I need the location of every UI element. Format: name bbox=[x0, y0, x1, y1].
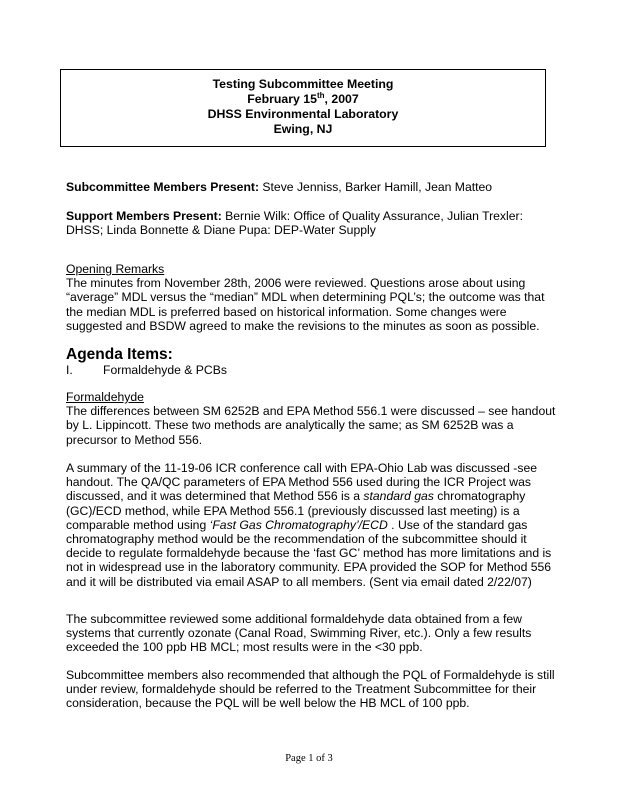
formaldehyde-heading: Formaldehyde bbox=[66, 390, 144, 404]
support-members-names: Bernie Wilk: Office of Quality Assurance, Julian Trexler: DHSS; Linda Bonnette & Diane Pupa: DEP-Water Supply bbox=[66, 209, 523, 238]
meeting-date: February 15th, 2007 bbox=[247, 90, 359, 106]
meeting-title: Testing Subcommittee Meeting bbox=[212, 77, 394, 91]
formaldehyde-paragraph-3: The subcommittee reviewed some additional formaldehyde data obtained from a few systems that currently ozonate (Canal Road, Swimming River, etc.). Only a few results exceeded the 100 ppb HB MCL; most results were in the <30 ppb. bbox=[66, 612, 532, 655]
opening-remarks bbox=[66, 262, 556, 333]
meeting-location: DHSS Environmental Laboratory bbox=[207, 107, 399, 121]
meeting-title-box bbox=[60, 69, 546, 147]
formaldehyde-paragraph-1: The differences between SM 6252B and EPA Method 556.1 were discussed – see handout by L. Lippincott. These two methods are analytically the same; as SM 6252B was a precursor to Method 556. bbox=[66, 404, 556, 447]
formaldehyde-paragraph-4: Subcommittee members also recommended that although the PQL of Formaldehyde is still under review, formaldehyde should be referred to the Treatment Subcommittee for their consideration, because the PQL will be well below the HB MCL of 100 ppb. bbox=[66, 668, 555, 711]
agenda-item-label: Formaldehyde & PCBs bbox=[103, 363, 227, 377]
formaldehyde-paragraph-2: A summary of the 11-19-06 ICR conference call with EPA-Ohio Lab was discussed -see handout. The QA/QC parameters of EPA Method 556 used during the ICR Project was discussed, and it was determined that Method 556 is a standard gas chromatography (GC)/ECD method, while EPA Method 556.1 (previously discussed last meeting) is a comparable method using ‘Fast Gas Chromatography’/ECD . Use of the standard gas chromatography method would be the recommendation of the subcommittee should it decide to regulate formaldehyde because the ‘fast GC’ method has more limitations and is not in widespread use in the laboratory community. EPA provided the SOP for Method 556 and it will be distributed via email ASAP to all members. (Sent via email dated 2/22/07) bbox=[66, 461, 552, 589]
formaldehyde-section bbox=[66, 390, 556, 447]
meeting-city: Ewing, NJ bbox=[273, 122, 333, 136]
agenda-item bbox=[66, 363, 556, 377]
subcommittee-members-names: Steve Jenniss, Barker Hamill, Jean Matteo bbox=[259, 180, 493, 194]
opening-remarks-text: The minutes from November 28th, 2006 were reviewed. Questions arose about using “average” MDL versus the “median” MDL when determining PQL’s; the outcome was that the median MDL is preferred based on historical information. Some changes were suggested and BSDW agreed to make the revisions to the minutes as soon as possible. bbox=[66, 276, 545, 333]
agenda-item-number: I. bbox=[66, 363, 73, 377]
agenda-section bbox=[66, 346, 556, 377]
support-members bbox=[66, 209, 556, 237]
agenda-heading: Agenda Items: bbox=[66, 346, 173, 363]
support-members-label: Support Members Present: bbox=[66, 209, 222, 223]
page-number: Page 1 of 3 bbox=[285, 753, 333, 764]
opening-remarks-heading: Opening Remarks bbox=[66, 262, 165, 276]
subcommittee-members-label: Subcommittee Members Present: bbox=[66, 180, 260, 194]
subcommittee-members bbox=[66, 180, 556, 194]
